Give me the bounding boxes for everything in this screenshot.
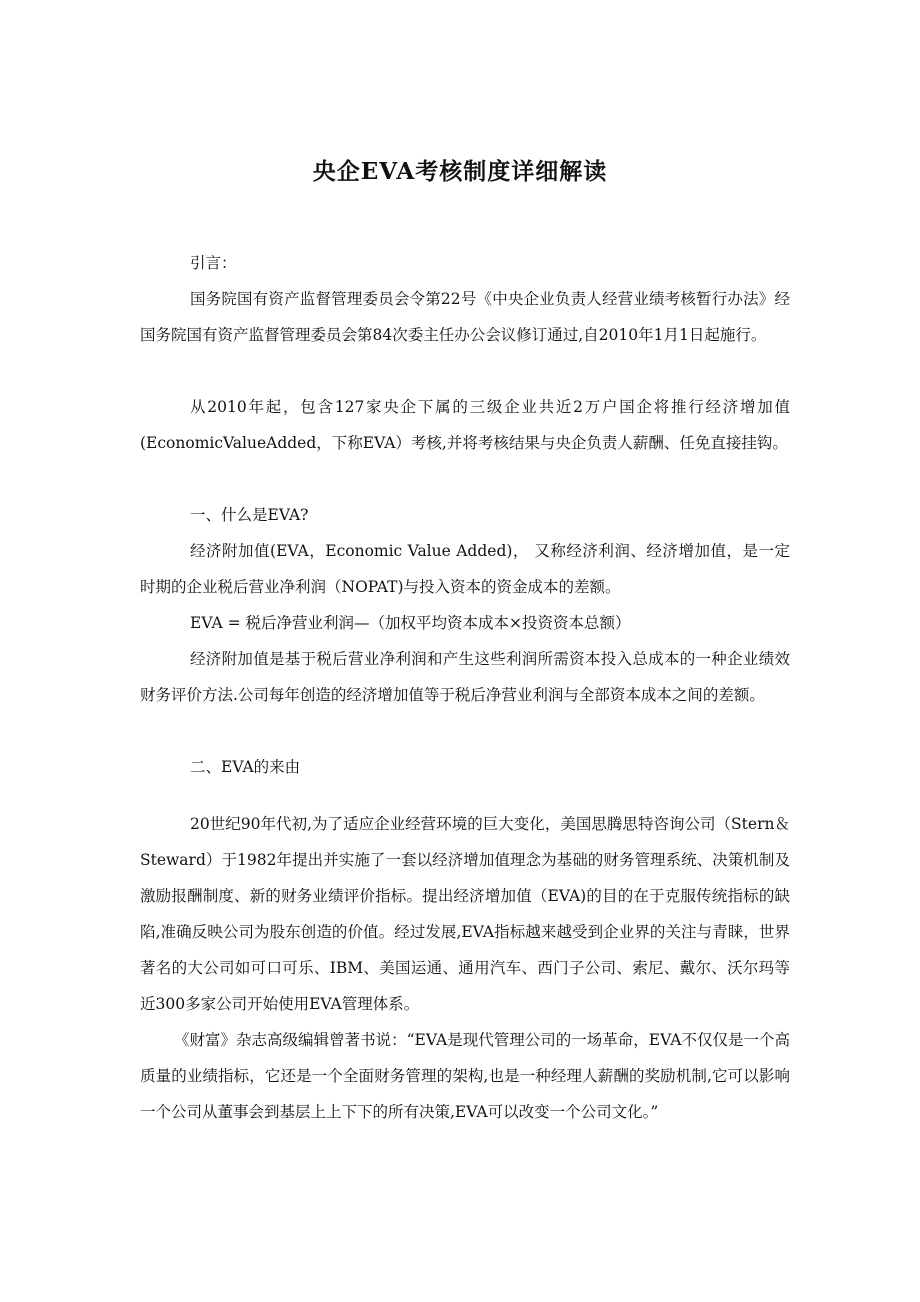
heading-eva-origin: 二、EVA的来由 [190, 758, 301, 776]
paragraph-eva-history: 20世纪90年代初,为了适应企业经营环境的巨大变化，美国思腾思特咨询公司（Stern＆Steward）于1982年提出并实施了一套以经济增加值理念为基础的财务管理系统、决策机制及激励报酬制度、新的财务业绩评价指标。提出经济增加值（EVA)的目的在于克服传统指标的缺陷,准确反映公司为股东创造的价值。经过发展,EVA指标越来越受到企业界的关注与青睐，世界著名的大公司如可口可乐、IBM、美国运通、通用汽车、西门子公司、索尼、戴尔、沃尔玛等近300多家公司开始使用EVA管理体系。 [140, 815, 790, 1013]
paragraph-fortune-quote: 《财富》杂志高级编辑曾著书说：“EVA是现代管理公司的一场革命，EVA不仅仅是一个高质量的业绩指标，它还是一个全面财务管理的架构,也是一种经理人薪酬的奖励机制,它可以影响一个公司从董事会到基层上上下下的所有决策,EVA可以改变一个公司文化。” [140, 1031, 790, 1121]
paragraph-eva-adoption: 从2010年起，包含127家央企下属的三级企业共近2万户国企将推行经济增加值(EconomicValueAdded，下称EVA）考核,并将考核结果与央企负责人薪酬、任免直接挂钩。 [140, 398, 790, 452]
document-title: 央企EVA考核制度详细解读 [312, 158, 608, 185]
paragraph-eva-method: 经济附加值是基于税后营业净利润和产生这些利润所需资本投入总成本的一种企业绩效财务评价方法.公司每年创造的经济增加值等于税后净营业利润与全部资本成本之间的差额。 [140, 650, 790, 704]
paragraph-eva-formula: EVA = 税后净营业利润—（加权平均资本成本×投资资本总额） [190, 614, 631, 632]
heading-what-is-eva: 一、什么是EVA? [190, 506, 309, 524]
paragraph-eva-definition: 经济附加值(EVA，Economic Value Added)， 又称经济利润、经济增加值，是一定时期的企业税后营业净利润（NOPAT)与投入资本的资金成本的差额。 [140, 542, 790, 596]
paragraph-regulation: 国务院国有资产监督管理委员会令第22号《中央企业负责人经营业绩考核暂行办法》经国务院国有资产监督管理委员会第84次委主任办公会议修订通过,自2010年1月1日起施行。 [140, 290, 790, 344]
paragraph-intro-label: 引言： [190, 254, 237, 272]
